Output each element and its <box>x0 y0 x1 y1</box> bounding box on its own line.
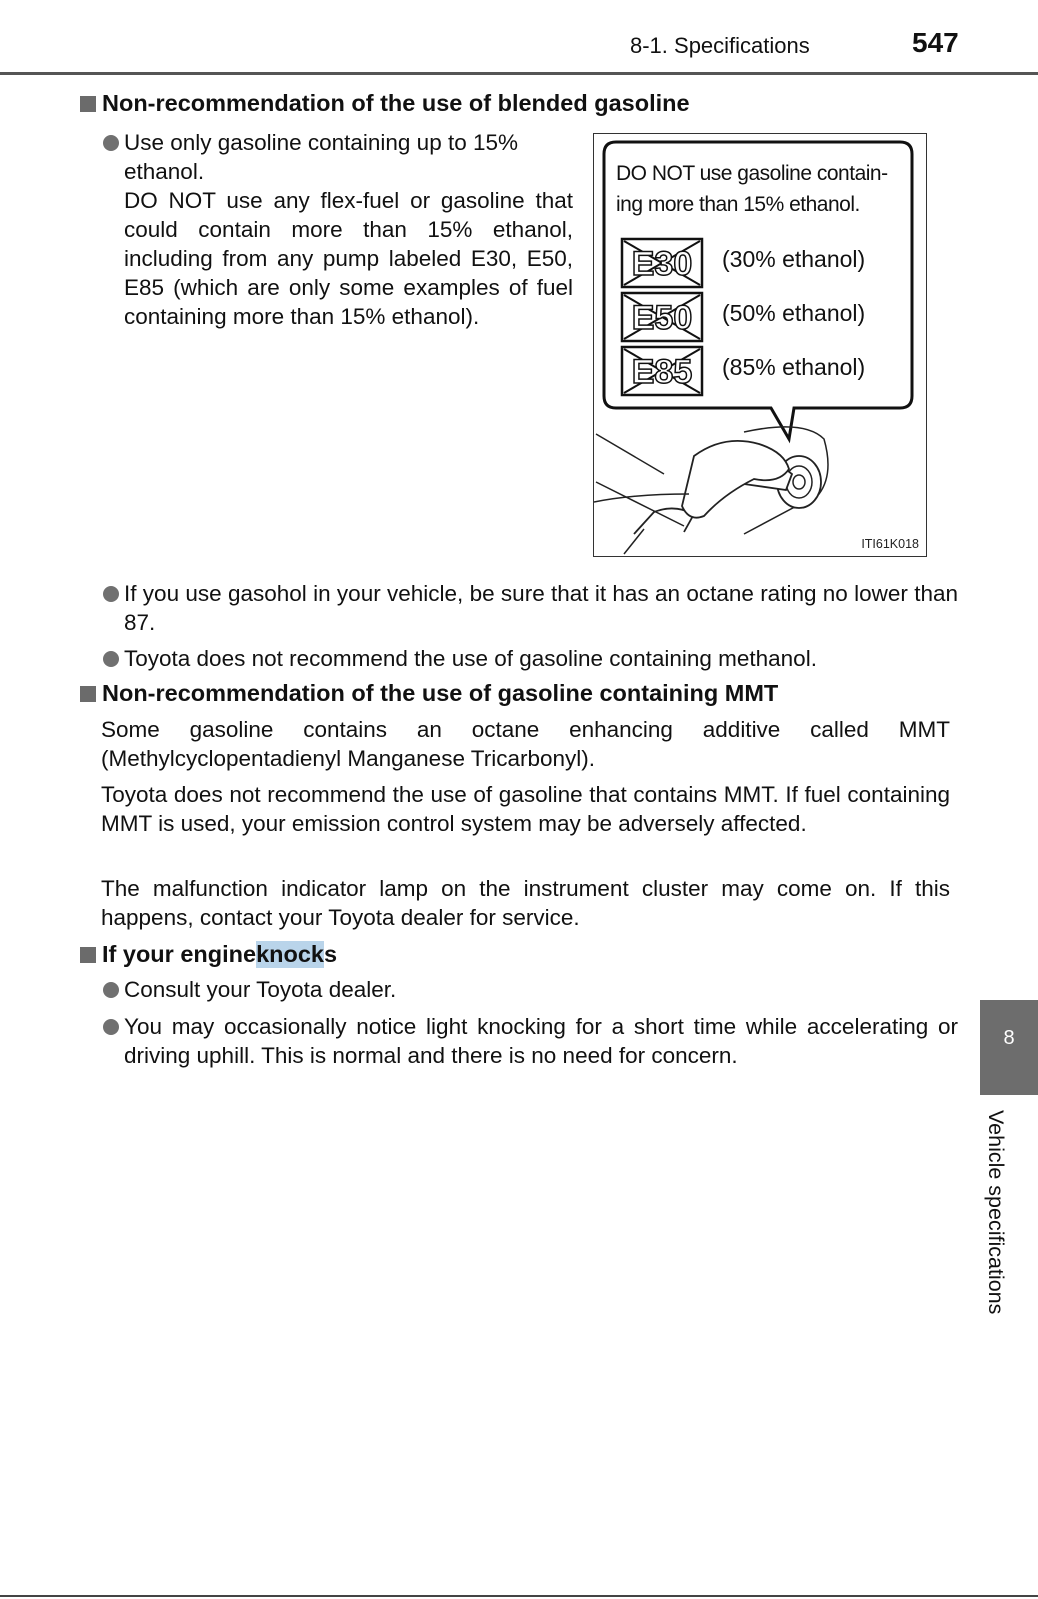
mmt-paragraph-2: Toyota does not recommend the use of gasoline that contains MMT. If fuel containing MMT is used, your emission control system may be adversely affected. <box>101 782 950 836</box>
heading-text: Non-recommendation of the use of blended gasoline <box>102 90 690 116</box>
chapter-number: 8 <box>1003 1027 1015 1049</box>
e30-description: (30% ethanol) <box>722 246 866 272</box>
bullet-dot-icon <box>103 982 119 998</box>
bullet-dot-icon <box>103 651 119 667</box>
e30-crossed-icon <box>622 239 702 287</box>
bullet-text: Consult your Toyota dealer. <box>124 977 397 1002</box>
bullet-ethanol-limit <box>103 128 573 331</box>
bullet-line-2: ethanol. <box>124 159 205 184</box>
bullet-line-1: Use only gasoline containing up to 15% <box>124 130 519 155</box>
svg-text:E30: E30 <box>631 245 693 283</box>
bubble-line-2: ing more than 15% ethanol. <box>616 193 860 216</box>
bullet-consult-dealer <box>103 975 958 1004</box>
svg-text:E85: E85 <box>631 353 693 391</box>
square-bullet-icon <box>80 96 96 112</box>
heading-text-post: s <box>324 941 338 967</box>
bullet-text: Toyota does not recommend the use of gasoline containing methanol. <box>124 646 817 671</box>
warning-bubble-text <box>616 158 888 220</box>
e85-crossed-icon <box>622 347 702 395</box>
header-rule <box>0 72 1038 75</box>
svg-text:E50: E50 <box>631 299 693 337</box>
bubble-line-1: DO NOT use gasoline contain- <box>616 162 888 185</box>
bullet-dot-icon <box>103 135 119 151</box>
bullet-methanol <box>103 644 958 673</box>
mmt-paragraph-1: Some gasoline contains an octane enhancing additive called MMT (Methylcyclopentadienyl Manganese Tricarbonyl). <box>101 717 950 771</box>
section-heading-mmt <box>80 680 778 707</box>
bullet-gasohol-octane <box>103 579 958 637</box>
e85-description: (85% ethanol) <box>722 354 866 380</box>
section-heading-blended-gasoline <box>80 90 690 117</box>
bullet-text: If you use gasohol in your vehicle, be sure that it has an octane rating no lower than 87. <box>124 581 958 635</box>
ethanol-warning-figure <box>593 133 927 557</box>
bullet-text: You may occasionally notice light knocking for a short time while accelerating or driving uphill. This is normal and there is no need for concern. <box>124 1014 958 1068</box>
page-number: 547 <box>912 27 959 58</box>
header-section-title: 8-1. Specifications <box>630 33 810 58</box>
heading-text: Non-recommendation of the use of gasoline containing MMT <box>102 680 779 706</box>
heading-text-pre: If your engine <box>102 941 257 967</box>
chapter-label: Vehicle specifications <box>984 1110 1008 1315</box>
bullet-light-knocking <box>103 1012 958 1070</box>
square-bullet-icon <box>80 686 96 702</box>
section-heading-engine-knocks <box>80 941 337 968</box>
bullet-paragraph: DO NOT use any flex-fuel or gasoline that could contain more than 15% ethanol, including from any pump labeled E30, E50, E85 (which are only some examples of fuel containing more than 15% ethanol). <box>124 188 573 329</box>
chapter-tab <box>980 1000 1038 1095</box>
bottom-rule <box>0 1595 1038 1597</box>
figure-code: ITI61K018 <box>861 537 919 551</box>
mmt-paragraph-3: The malfunction indicator lamp on the instrument cluster may come on. If this happens, contact your Toyota dealer for service. <box>101 876 950 930</box>
square-bullet-icon <box>80 947 96 963</box>
bullet-dot-icon <box>103 1019 119 1035</box>
bullet-dot-icon <box>103 586 119 602</box>
e50-description: (50% ethanol) <box>722 300 866 326</box>
search-highlight: knock <box>256 941 324 967</box>
e50-crossed-icon <box>622 293 702 341</box>
